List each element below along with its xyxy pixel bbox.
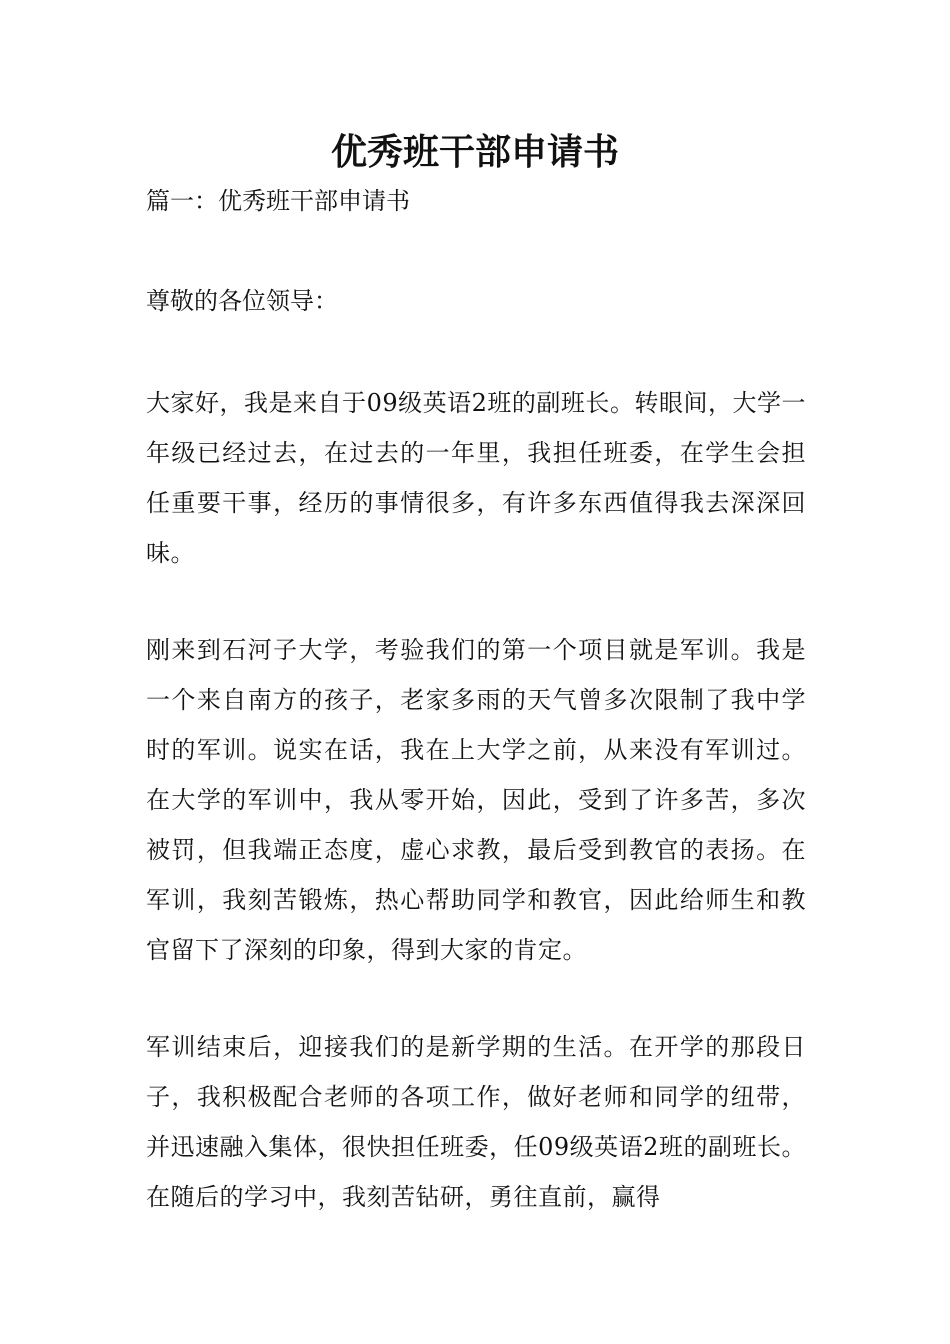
document-subtitle: 篇一：优秀班干部申请书: [146, 187, 410, 215]
paragraph-1: 大家好，我是来自于09级英语2班的副班长。转眼间，大学一年级已经过去，在过去的一年里，我担任班委，在学生会担任重要干事，经历的事情很多，有许多东西值得我去深深回味。: [146, 389, 806, 567]
paragraph-2: 刚来到石河子大学，考验我们的第一个项目就是军训。我是一个来自南方的孩子，老家多雨的天气曾多次限制了我中学时的军训。说实在话，我在上大学之前，从来没有军训过。在大学的军训中，我从零开始，因此，受到了许多苦，多次被罚，但我端正态度，虚心求教，最后受到教官的表扬。在军训，我刻苦锻炼，热心帮助同学和教官，因此给师生和教官留下了深刻的印象，得到大家的肯定。: [146, 636, 806, 964]
document-title: 优秀班干部申请书: [330, 131, 619, 173]
salutation: 尊敬的各位领导：: [146, 287, 338, 315]
paragraph-3: 军训结束后，迎接我们的是新学期的生活。在开学的那段日子，我积极配合老师的各项工作，做好老师和同学的纽带，并迅速融入集体，很快担任班委，任09级英语2班的副班长。在随后的学习中，我刻苦钻研，勇往直前，赢得: [146, 1033, 806, 1211]
